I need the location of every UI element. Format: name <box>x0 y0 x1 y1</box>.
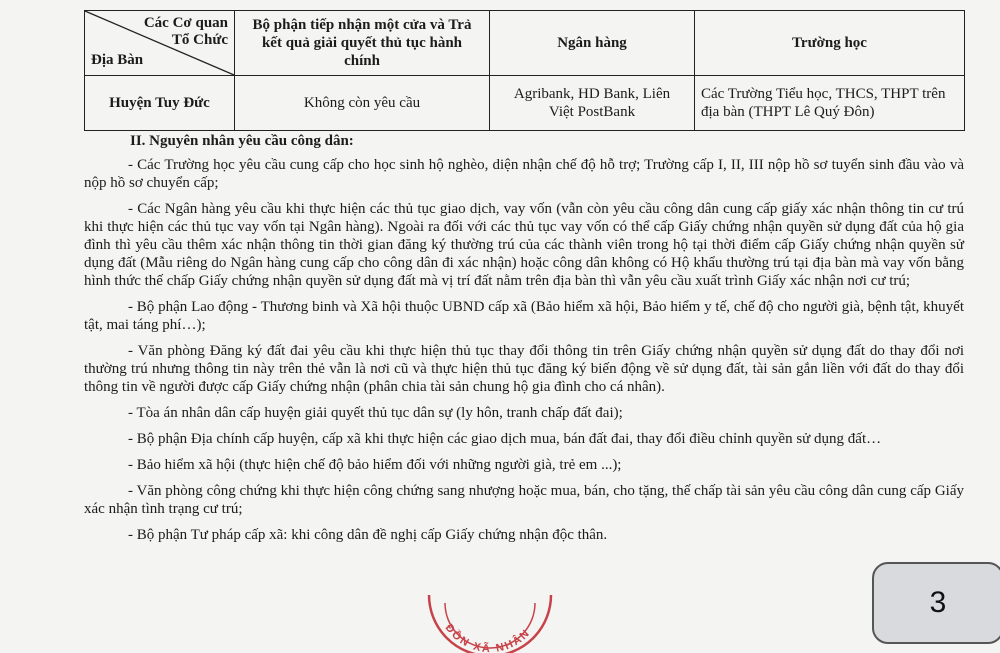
reasons-section <box>84 132 964 552</box>
diagonal-header-cell <box>85 11 235 76</box>
header-schools: Trường học <box>695 11 965 76</box>
paragraph-social-insurance: - Bảo hiểm xã hội (thực hiện chế độ bảo hiểm đối với những người già, trẻ em ...); <box>128 457 622 473</box>
header-agencies-label: Các Cơ quan <box>143 15 228 31</box>
paragraph-cadastral: - Bộ phận Địa chính cấp huyện, cấp xã khi thực hiện các giao dịch mua, bán đất đai, thay đổi điều chỉnh quyền sử dụng đất… <box>128 431 882 447</box>
paragraph-land-office: - Văn phòng Đăng ký đất đai yêu cầu khi thực hiện thủ tục thay đổi thông tin trên Giấy chứng nhận quyền sử dụng đất do thay đổi nơi thường trú nhưng thông tin này trên thẻ vẫn là nơi cũ và thực hiện thủ tục đăng ký biến động về sử dụng đất, tài sản gắn liền với đất do thay đổi thông tin về người được cấp Giấy chứng nhận (phân chia tài sản chung hộ gia đình cho cá nhân). <box>84 343 964 395</box>
paragraph-court: - Tòa án nhân dân cấp huyện giải quyết thủ tục dân sự (ly hôn, tranh chấp đất đai); <box>128 405 623 421</box>
header-area-label: Địa Bàn <box>91 52 144 68</box>
diagonal-header-top <box>144 15 228 49</box>
page-number: 3 <box>929 586 947 619</box>
header-one-stop-department: Bộ phận tiếp nhận một cửa và Trả kết quả giải quyết thủ tục hành chính <box>235 11 490 76</box>
header-organizations-label: Tổ Chức <box>171 32 228 48</box>
seal-text: ĐỒN XÃ NHÂN <box>442 622 534 653</box>
header-banks: Ngân hàng <box>490 11 695 76</box>
paragraph-notary: - Văn phòng công chứng khi thực hiện công chứng sang nhượng hoặc mua, bán, cho tặng, thế chấp tài sản yêu cầu công dân cung cấp Giấy xác nhận tình trạng cư trú; <box>84 483 964 517</box>
red-seal-stamp <box>425 585 555 653</box>
paragraph-justice: - Bộ phận Tư pháp cấp xã: khi công dân đề nghị cấp Giấy chứng nhận độc thân. <box>128 527 608 543</box>
table-row <box>85 76 965 131</box>
summary-table <box>84 10 965 131</box>
paragraph-schools: - Các Trường học yêu cầu cung cấp cho học sinh hộ nghèo, diện nhận chế độ hỗ trợ; Trường cấp I, II, III nộp hồ sơ tuyển sinh đầu vào và nộp hồ sơ chuyển cấp; <box>84 157 964 191</box>
paragraph-banks: - Các Ngân hàng yêu cầu khi thực hiện các thủ tục giao dịch, vay vốn (vẫn còn yêu cầu công dân cung cấp giấy xác nhận thông tin cư trú khi thực hiện các thủ tục vay vốn tại Ngân hàng). Ngoài ra đối với các thủ tục vay vốn có thể cấp Giấy chứng nhận quyền sử dụng đất của hộ gia đình thì yêu cầu thêm xác nhận thông tin thời gian đăng ký thường trú của các thành viên trong hộ tại thời điểm cấp Giấy chứng nhận quyền sử dụng đất (Mẫu riêng do Ngân hàng cung cấp cho công dân đi xác nhận) hoặc công dân không có Hộ khẩu thường trú tại địa bàn mà vay vốn bằng hình thức thế chấp Giấy chứng nhận quyền sử dụng đất mà vị trí đất nằm trên địa bàn thì vẫn yêu cầu xuất trình Giấy xác nhận nơi cư trú; <box>84 201 964 289</box>
row-one-stop-value: Không còn yêu cầu <box>235 76 490 131</box>
row-banks-value: Agribank, HD Bank, Liên Việt PostBank <box>490 76 695 131</box>
paragraph-labour: - Bộ phận Lao động - Thương binh và Xã hội thuộc UBND cấp xã (Bảo hiểm xã hội, Bảo hiểm y tế, chế độ cho người già, bệnh tật, khuyết tật, mai táng phí…); <box>84 299 964 333</box>
row-district-label: Huyện Tuy Đức <box>85 76 235 131</box>
page-number-badge <box>872 562 1000 644</box>
table-header-row <box>85 11 965 76</box>
section-heading: II. Nguyên nhân yêu cầu công dân: <box>130 133 354 149</box>
row-schools-value: Các Trường Tiểu học, THCS, THPT trên địa bàn (THPT Lê Quý Đôn) <box>695 76 965 131</box>
